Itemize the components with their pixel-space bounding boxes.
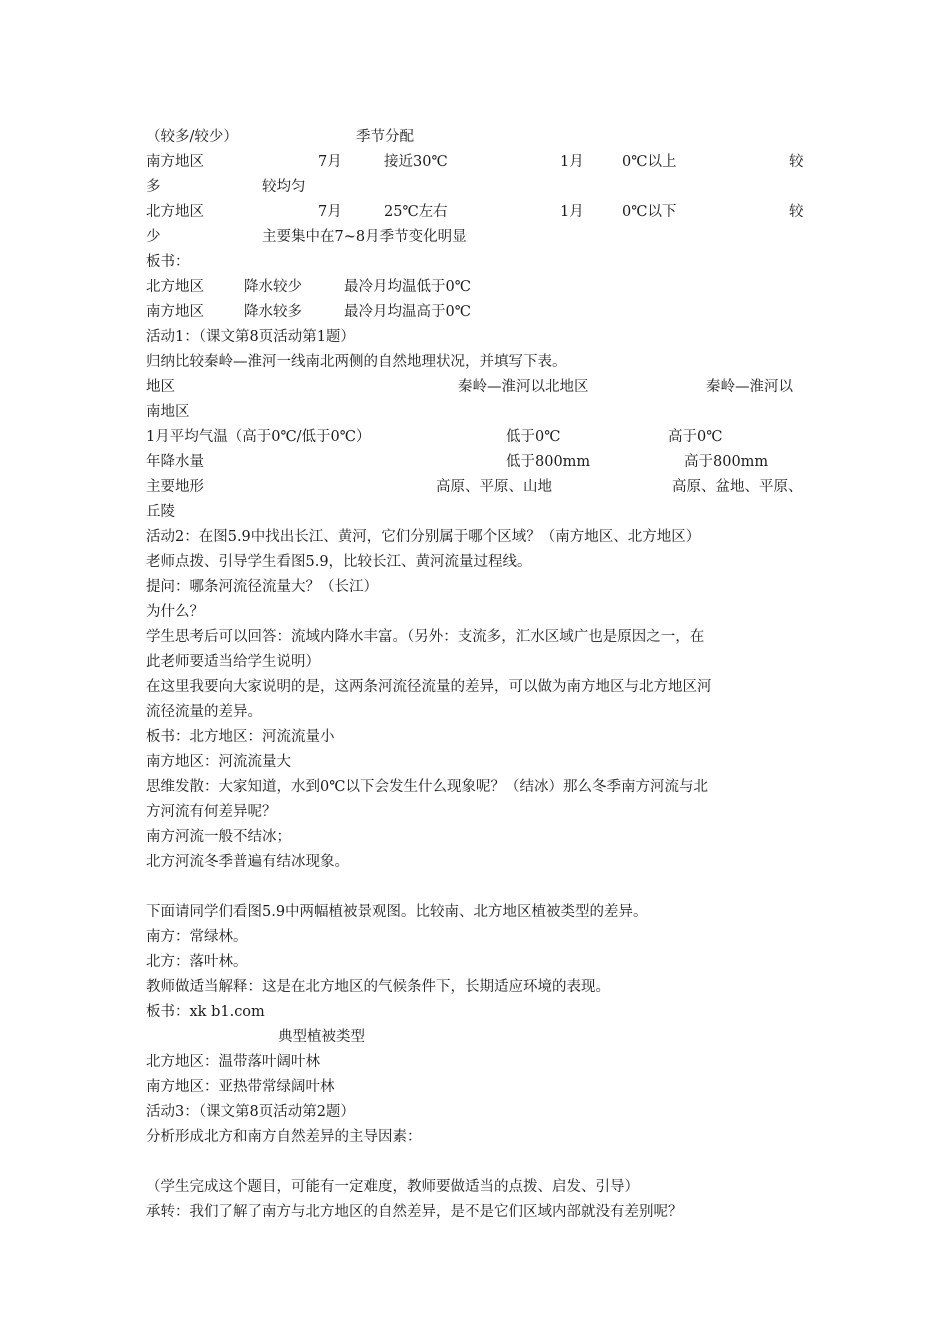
text-segment: （学生完成这个题目，可能有一定难度，教师要做适当的点拨、启发、引导） bbox=[146, 1179, 639, 1195]
text-segment: 北方河流冬季普遍有结冰现象。 bbox=[146, 854, 349, 870]
text-segment: 主要集中在7~8月季节变化明显 bbox=[262, 229, 467, 245]
text-segment: 低于800mm bbox=[506, 454, 591, 470]
text-segment: 南方地区：河流流量大 bbox=[146, 754, 291, 770]
text-segment: 老师点拨、引导学生看图5.9，比较长江、黄河流量过程线。 bbox=[146, 554, 532, 570]
text-segment: 7月 bbox=[318, 204, 342, 220]
text-segment: 下面请同学们看图5.9中两幅植被景观图。比较南、北方地区植被类型的差异。 bbox=[146, 904, 648, 920]
text-segment: 南方：常绿林。 bbox=[146, 929, 248, 945]
text-segment: 多 bbox=[146, 179, 161, 195]
text-segment: 较均匀 bbox=[262, 179, 306, 195]
text-segment: 此老师要适当给学生说明） bbox=[146, 654, 320, 670]
text-segment: 南方河流一般不结冰； bbox=[146, 829, 291, 845]
text-segment: 提问：哪条河流径流量大？（长江） bbox=[146, 579, 378, 595]
text-segment: 接近30℃ bbox=[384, 154, 448, 170]
text-segment: 方河流有何差异呢？ bbox=[146, 804, 277, 820]
text-segment: 南地区 bbox=[146, 404, 190, 420]
text-segment: 典型植被类型 bbox=[278, 1029, 365, 1045]
text-segment: 学生思考后可以回答：流域内降水丰富。（另外：支流多，汇水区域广也是原因之一，在 bbox=[146, 629, 705, 645]
text-segment: 1月 bbox=[560, 204, 584, 220]
text-segment: 少 bbox=[146, 229, 161, 245]
text-segment: 承转：我们了解了南方与北方地区的自然差异，是不是它们区域内部就没有差别呢？ bbox=[146, 1204, 683, 1220]
text-segment: 季节分配 bbox=[356, 129, 414, 145]
text-segment: 教师做适当解释：这是在北方地区的气候条件下，长期适应环境的表现。 bbox=[146, 979, 610, 995]
text-segment: 板书：北方地区：河流流量小 bbox=[146, 729, 335, 745]
text-segment: 高原、盆地、平原、 bbox=[672, 479, 803, 495]
text-segment: 1月平均气温（高于0℃/低于0℃） bbox=[146, 429, 371, 445]
text-segment: 低于0℃ bbox=[506, 429, 561, 445]
text-segment: 0℃以下 bbox=[622, 204, 677, 220]
text-segment: 高于0℃ bbox=[668, 429, 723, 445]
text-segment: 降水较少 bbox=[244, 279, 302, 295]
text-segment: 南方地区 bbox=[146, 154, 204, 170]
text-segment: 北方地区：温带落叶阔叶林 bbox=[146, 1054, 320, 1070]
text-segment: 最冷月均温高于0℃ bbox=[344, 304, 471, 320]
text-segment: 7月 bbox=[318, 154, 342, 170]
text-segment: 降水较多 bbox=[244, 304, 302, 320]
text-segment: 0℃以上 bbox=[622, 154, 677, 170]
text-segment: 归纳比较秦岭—淮河一线南北两侧的自然地理状况，并填写下表。 bbox=[146, 354, 567, 370]
text-segment: 活动2：在图5.9中找出长江、黄河，它们分别属于哪个区域？（南方地区、北方地区） bbox=[146, 529, 701, 545]
text-segment: 思维发散：大家知道，水到0℃以下会发生什么现象呢？（结冰）那么冬季南方河流与北 bbox=[146, 779, 708, 795]
text-segment: （较多/较少） bbox=[146, 129, 238, 145]
text-segment: 流径流量的差异。 bbox=[146, 704, 262, 720]
text-segment: 较 bbox=[789, 204, 804, 220]
text-segment: 秦岭—淮河以北地区 bbox=[458, 379, 589, 395]
text-segment: 活动3：（课文第8页活动第2题） bbox=[146, 1104, 355, 1120]
text-segment: 为什么？ bbox=[146, 604, 204, 620]
text-segment: 秦岭—淮河以 bbox=[706, 379, 793, 395]
text-segment: 分析形成北方和南方自然差异的主导因素： bbox=[146, 1129, 422, 1145]
text-segment: 地区 bbox=[146, 379, 175, 395]
text-segment: 板书：xk b1.com bbox=[146, 1004, 265, 1020]
text-segment: 最冷月均温低于0℃ bbox=[344, 279, 471, 295]
text-segment: 主要地形 bbox=[146, 479, 204, 495]
text-segment: 活动1：（课文第8页活动第1题） bbox=[146, 329, 355, 345]
text-segment: 北方地区 bbox=[146, 204, 204, 220]
text-segment: 北方：落叶林。 bbox=[146, 954, 248, 970]
text-segment: 较 bbox=[789, 154, 804, 170]
text-segment: 在这里我要向大家说明的是，这两条河流径流量的差异，可以做为南方地区与北方地区河 bbox=[146, 679, 712, 695]
text-segment: 年降水量 bbox=[146, 454, 204, 470]
text-segment: 北方地区 bbox=[146, 279, 204, 295]
text-segment: 1月 bbox=[560, 154, 584, 170]
text-segment: 丘陵 bbox=[146, 504, 175, 520]
text-segment: 板书： bbox=[146, 254, 190, 270]
text-segment: 高原、平原、山地 bbox=[436, 479, 552, 495]
text-segment: 南方地区 bbox=[146, 304, 204, 320]
text-segment: 25℃左右 bbox=[384, 204, 448, 220]
text-segment: 高于800mm bbox=[684, 454, 769, 470]
text-segment: 南方地区：亚热带常绿阔叶林 bbox=[146, 1079, 335, 1095]
